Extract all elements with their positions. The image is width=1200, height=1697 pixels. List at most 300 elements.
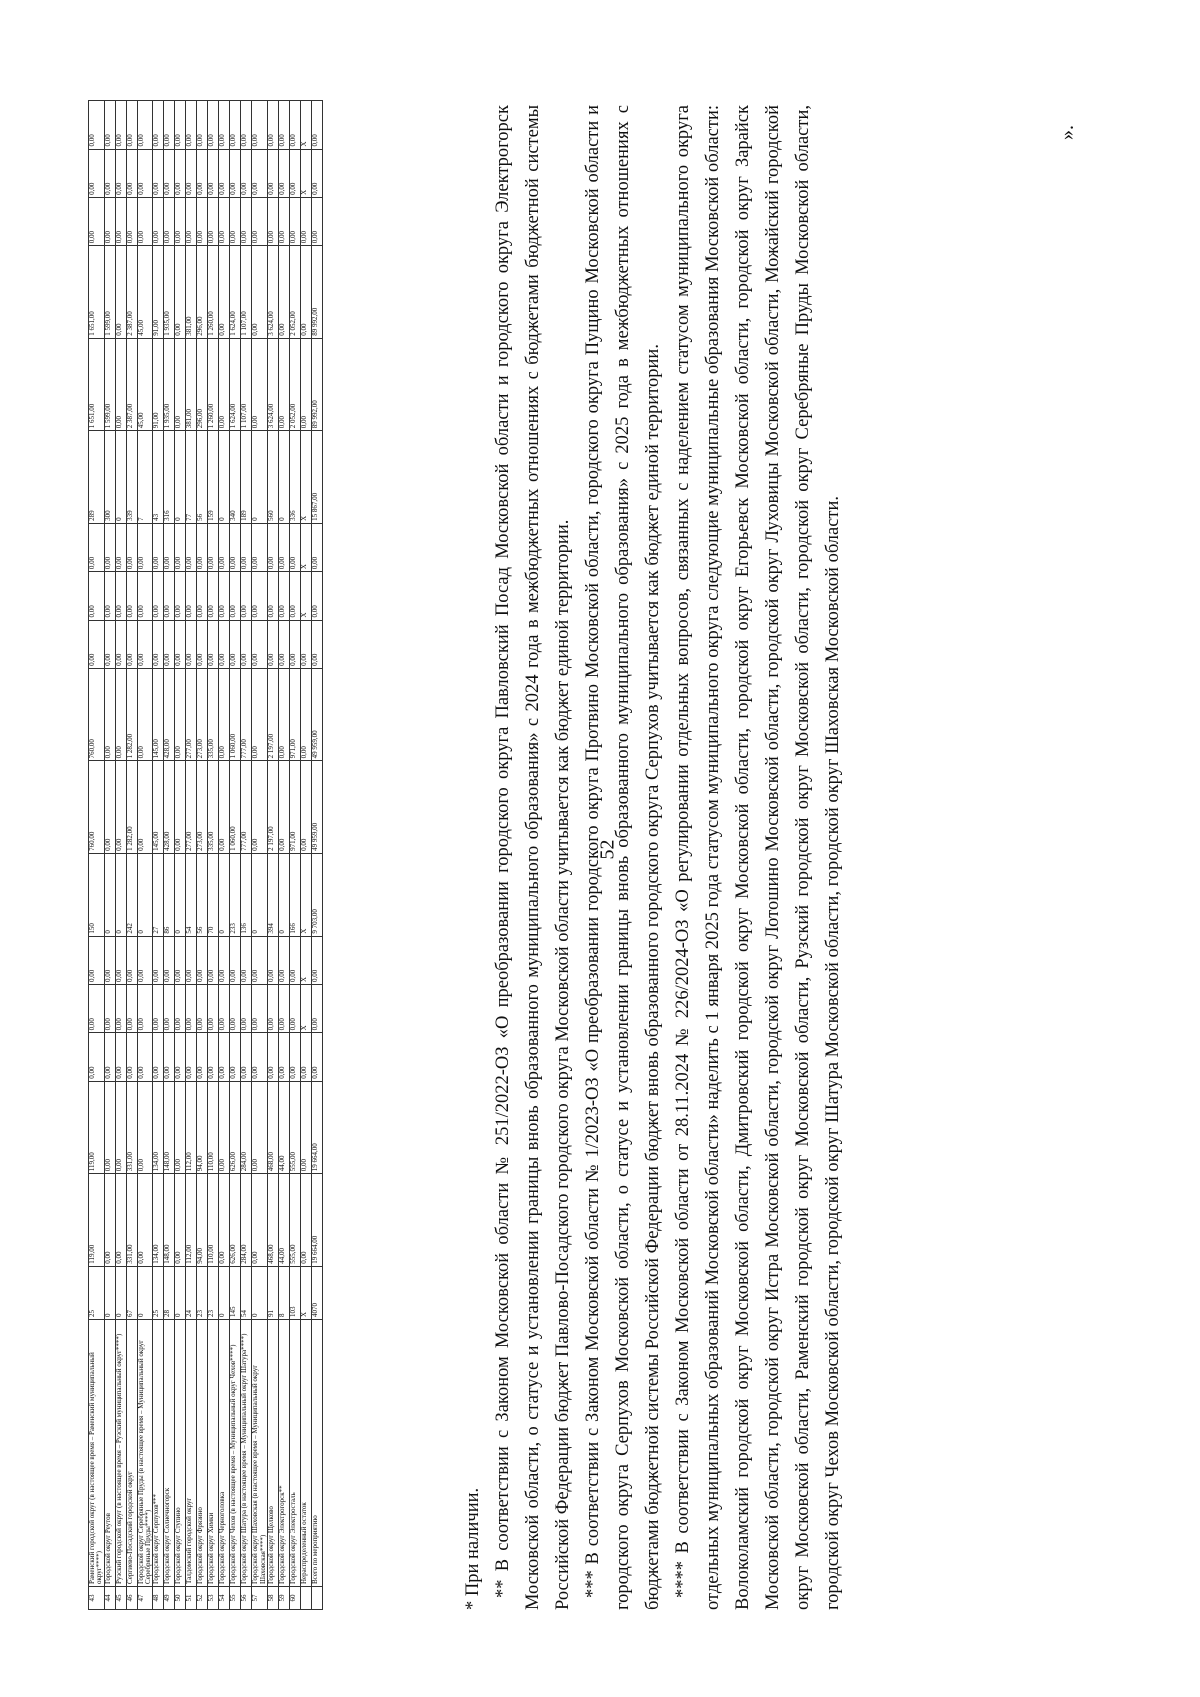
- table-cell: 3 624,00: [268, 246, 279, 339]
- table-cell: 0,00: [115, 984, 126, 1032]
- table-cell: 0,00: [175, 101, 186, 150]
- table-cell: 0,00: [312, 984, 323, 1032]
- table-cell: 0: [219, 853, 230, 936]
- table-cell: 2 052,00: [290, 338, 301, 431]
- table-cell: 0,00: [252, 523, 268, 571]
- table-cell: 0,00: [115, 668, 126, 761]
- table-cell: 0,00: [175, 668, 186, 761]
- table-cell: 0,00: [175, 761, 186, 854]
- table-cell: 0: [104, 1266, 115, 1319]
- row-number: 49: [164, 1587, 175, 1610]
- table-cell: 0,00: [301, 761, 312, 854]
- table-cell: 0,00: [301, 620, 312, 668]
- table-cell: 0,00: [219, 620, 230, 668]
- table-cell: 0,00: [290, 984, 301, 1032]
- table-cell: 0,00: [268, 620, 279, 668]
- table-cell: 0,00: [208, 984, 219, 1032]
- table-cell: 0,00: [219, 1081, 230, 1174]
- table-row: [268, 101, 279, 1610]
- table-cell: 0,00: [279, 936, 290, 984]
- table-cell: 91: [268, 1266, 279, 1319]
- table-cell: 1 935,00: [164, 338, 175, 431]
- table-cell: 335,00: [208, 668, 219, 761]
- table-cell: 0,00: [230, 197, 241, 245]
- table-cell: 0,00: [290, 572, 301, 620]
- municipality-name: Городской округ Серебряные Пруды (в настоящее время – Муниципальный округ Серебряные Пруды****): [137, 1320, 153, 1587]
- table-cell: X: [301, 1266, 312, 1319]
- table-cell: 0,00: [164, 1033, 175, 1081]
- table-row: [208, 101, 219, 1610]
- table-cell: 0,00: [115, 620, 126, 668]
- table-cell: 0: [115, 853, 126, 936]
- footnote-1: * При наличии.: [463, 1487, 483, 1610]
- table-cell: 0,00: [219, 338, 230, 431]
- table-cell: 284,00: [241, 1081, 252, 1174]
- table-cell: 0,00: [164, 572, 175, 620]
- table-cell: 0,00: [115, 936, 126, 984]
- table-cell: 0,00: [230, 523, 241, 571]
- table-row: [89, 101, 105, 1610]
- table-cell: X: [301, 572, 312, 620]
- table-cell: 0,00: [279, 668, 290, 761]
- table-cell: 0,00: [186, 620, 197, 668]
- row-number: [312, 1587, 323, 1610]
- table-cell: 0,00: [208, 197, 219, 245]
- table-row: [115, 101, 126, 1610]
- row-number: 54: [219, 1587, 230, 1610]
- table-cell: 89 992,00: [312, 338, 323, 431]
- table-cell: 760,00: [89, 761, 105, 854]
- table-cell: 1 107,00: [241, 246, 252, 339]
- table-cell: 0: [252, 1266, 268, 1319]
- table-cell: 0,00: [104, 1081, 115, 1174]
- table-cell: 91,00: [153, 246, 164, 339]
- table-cell: 335,00: [208, 761, 219, 854]
- table-cell: 0,00: [208, 620, 219, 668]
- table-cell: 0,00: [197, 523, 208, 571]
- table-cell: X: [301, 101, 312, 150]
- table-cell: 0,00: [115, 246, 126, 339]
- table-cell: 0: [137, 1266, 153, 1319]
- table-cell: 0,00: [104, 1033, 115, 1081]
- table-cell: 0,00: [290, 1033, 301, 1081]
- table-cell: 0,00: [279, 149, 290, 197]
- table-cell: 145,00: [153, 761, 164, 854]
- table-cell: 89 992,00: [312, 246, 323, 339]
- table-cell: 0,00: [104, 572, 115, 620]
- table-cell: 560: [268, 431, 279, 524]
- table-cell: 0,00: [137, 761, 153, 854]
- table-cell: 0,00: [219, 1174, 230, 1267]
- table-cell: 0,00: [137, 101, 153, 150]
- row-number: 43: [89, 1587, 105, 1610]
- table-cell: 3 624,00: [268, 338, 279, 431]
- row-number: 59: [279, 1587, 290, 1610]
- table-cell: 0,00: [89, 936, 105, 984]
- table-cell: 0,00: [115, 149, 126, 197]
- table-cell: 0,00: [175, 936, 186, 984]
- row-number: 50: [175, 1587, 186, 1610]
- table-cell: 0,00: [301, 1033, 312, 1081]
- table-cell: 2 197,00: [268, 668, 279, 761]
- table-cell: 0,00: [312, 572, 323, 620]
- table-cell: 0,00: [186, 1033, 197, 1081]
- table-cell: 0,00: [175, 338, 186, 431]
- table-cell: 0,00: [137, 1033, 153, 1081]
- budget-table: [88, 100, 323, 1610]
- row-number: 46: [126, 1587, 137, 1610]
- table-cell: 0,00: [104, 1174, 115, 1267]
- table-cell: 0,00: [312, 523, 323, 571]
- table-cell: 0,00: [279, 197, 290, 245]
- table-cell: X: [301, 149, 312, 197]
- municipality-name: Городской округ Солнечногорск: [164, 1320, 175, 1587]
- table-cell: 339: [126, 431, 137, 524]
- row-number: 56: [241, 1587, 252, 1610]
- table-cell: 233: [230, 853, 241, 936]
- table-row: [279, 101, 290, 1610]
- table-cell: 0,00: [241, 984, 252, 1032]
- table-cell: 0,00: [290, 620, 301, 668]
- table-cell: 0,00: [137, 668, 153, 761]
- table-cell: 1 651,00: [89, 338, 105, 431]
- table-cell: 0,00: [164, 197, 175, 245]
- table-cell: 49 959,00: [312, 668, 323, 761]
- table-cell: 1 107,00: [241, 338, 252, 431]
- table-cell: 0,00: [164, 523, 175, 571]
- table-cell: 0,00: [104, 149, 115, 197]
- table-cell: 0,00: [164, 984, 175, 1032]
- table-cell: 0,00: [301, 246, 312, 339]
- table-cell: 4070: [312, 1266, 323, 1319]
- table-cell: 273,00: [197, 668, 208, 761]
- table-cell: 0,00: [252, 101, 268, 150]
- table-cell: 0,00: [279, 338, 290, 431]
- table-cell: 1 624,00: [230, 246, 241, 339]
- municipality-name: Городской округ Шаховская (в настоящее время – Муниципальный округ Шаховская****): [252, 1320, 268, 1587]
- table-cell: 25: [89, 1266, 105, 1319]
- row-number: 51: [186, 1587, 197, 1610]
- table-cell: 284,00: [241, 1174, 252, 1267]
- table-cell: 0,00: [230, 572, 241, 620]
- table-cell: 148,00: [164, 1174, 175, 1267]
- table-cell: 0,00: [252, 668, 268, 761]
- table-cell: 0,00: [175, 620, 186, 668]
- table-cell: 777,00: [241, 668, 252, 761]
- table-cell: 0,00: [137, 1174, 153, 1267]
- table-cell: 0,00: [252, 338, 268, 431]
- table-cell: 0: [175, 1266, 186, 1319]
- table-cell: 0: [252, 853, 268, 936]
- row-number: [301, 1587, 312, 1610]
- table-row: [126, 101, 137, 1610]
- table-cell: 0,00: [89, 620, 105, 668]
- table-cell: 49 959,00: [312, 761, 323, 854]
- table-cell: 0,00: [175, 984, 186, 1032]
- table-cell: 0,00: [252, 1033, 268, 1081]
- table-cell: 0,00: [197, 572, 208, 620]
- table-cell: 0,00: [241, 149, 252, 197]
- table-cell: 24: [186, 1266, 197, 1319]
- row-number: 53: [208, 1587, 219, 1610]
- row-number: 47: [137, 1587, 153, 1610]
- table-cell: 0,00: [312, 197, 323, 245]
- table-cell: X: [301, 936, 312, 984]
- table-cell: 0,00: [153, 620, 164, 668]
- table-cell: 0,00: [153, 1033, 164, 1081]
- table-cell: 0,00: [252, 620, 268, 668]
- table-cell: 0,00: [175, 1081, 186, 1174]
- table-cell: 67: [126, 1266, 137, 1319]
- table-row: [104, 101, 115, 1610]
- table-cell: 8: [279, 1266, 290, 1319]
- table-cell: 0: [175, 431, 186, 524]
- table-cell: 0,00: [279, 761, 290, 854]
- table-row: [219, 101, 230, 1610]
- table-cell: 44,00: [279, 1081, 290, 1174]
- table-cell: 0,00: [219, 197, 230, 245]
- table-cell: 0,00: [104, 523, 115, 571]
- municipality-name: Городской округ Шатура (в настоящее время – Муниципальный округ Шатура****): [241, 1320, 252, 1587]
- footnotes: [458, 105, 848, 1610]
- table-cell: 242: [126, 853, 137, 936]
- table-cell: 0,00: [89, 1033, 105, 1081]
- table-cell: 428,00: [164, 761, 175, 854]
- table-cell: 0: [219, 1266, 230, 1319]
- table-cell: 0,00: [186, 523, 197, 571]
- table-cell: X: [301, 431, 312, 524]
- table-cell: 150: [89, 853, 105, 936]
- table-cell: 0,00: [208, 101, 219, 150]
- rotated-page-content: [88, 90, 1098, 1610]
- municipality-name: Сергиево-Посадский городской округ: [126, 1320, 137, 1587]
- table-cell: 145: [230, 1266, 241, 1319]
- table-cell: 340: [230, 431, 241, 524]
- table-cell: 0,00: [137, 149, 153, 197]
- row-number: 58: [268, 1587, 279, 1610]
- table-cell: 0,00: [115, 1174, 126, 1267]
- page-number: 52: [596, 839, 619, 860]
- table-cell: 0,00: [126, 1033, 137, 1081]
- table-cell: 0,00: [137, 620, 153, 668]
- municipality-name: Раменский городской округ (в настоящее время – Раменский муниципальный округ****): [89, 1320, 105, 1587]
- table-cell: 110,00: [208, 1081, 219, 1174]
- table-cell: 23: [208, 1266, 219, 1319]
- table-cell: 189: [241, 431, 252, 524]
- table-row: [175, 101, 186, 1610]
- table-cell: 0,00: [312, 149, 323, 197]
- table-cell: 2 387,00: [126, 338, 137, 431]
- municipality-name: Городской округ Реутов: [104, 1320, 115, 1587]
- table-row: [153, 101, 164, 1610]
- table-cell: 0,00: [175, 572, 186, 620]
- row-number: 44: [104, 1587, 115, 1610]
- table-cell: 0,00: [89, 984, 105, 1032]
- table-cell: 277,00: [186, 668, 197, 761]
- table-cell: 103: [290, 1266, 301, 1319]
- table-cell: 1 260,00: [208, 338, 219, 431]
- table-cell: 0,00: [219, 572, 230, 620]
- table-cell: 0,00: [252, 572, 268, 620]
- row-number: 45: [115, 1587, 126, 1610]
- table-cell: 0,00: [197, 101, 208, 150]
- table-cell: 277,00: [186, 761, 197, 854]
- table-cell: 0,00: [197, 1033, 208, 1081]
- table-cell: 0,00: [104, 197, 115, 245]
- table-cell: 0: [175, 853, 186, 936]
- table-cell: 300: [104, 431, 115, 524]
- table-cell: 54: [241, 1266, 252, 1319]
- table-cell: 1 935,00: [164, 246, 175, 339]
- table-cell: 15 867,00: [312, 431, 323, 524]
- table-cell: 0,00: [301, 1174, 312, 1267]
- table-cell: 0,00: [153, 984, 164, 1032]
- table-cell: 0,00: [290, 936, 301, 984]
- municipality-name: Городской округ Ступино: [175, 1320, 186, 1587]
- table-cell: 9 703,00: [312, 853, 323, 936]
- table-cell: 1 624,00: [230, 338, 241, 431]
- table-cell: 0,00: [290, 523, 301, 571]
- table-cell: 0,00: [197, 936, 208, 984]
- table-cell: 0,00: [153, 149, 164, 197]
- table-cell: 0,00: [104, 984, 115, 1032]
- table-cell: 45,00: [137, 246, 153, 339]
- table-cell: 0,00: [241, 1033, 252, 1081]
- table-cell: 0,00: [301, 1081, 312, 1174]
- table-row: [312, 101, 323, 1610]
- table-cell: 1 282,00: [126, 761, 137, 854]
- table-cell: 0,00: [268, 936, 279, 984]
- municipality-name: Городской округ Электросталь: [290, 1320, 301, 1587]
- table-cell: 112,00: [186, 1081, 197, 1174]
- table-cell: 0,00: [208, 1033, 219, 1081]
- table-cell: 0,00: [252, 149, 268, 197]
- table-cell: 0,00: [175, 149, 186, 197]
- table-cell: 27: [153, 853, 164, 936]
- table-cell: 0,00: [175, 523, 186, 571]
- table-cell: 0,00: [104, 620, 115, 668]
- table-cell: 468,00: [268, 1081, 279, 1174]
- table-cell: 148,00: [164, 1081, 175, 1174]
- table-cell: 0,00: [175, 246, 186, 339]
- table-cell: 0,00: [164, 101, 175, 150]
- table-cell: 0,00: [126, 101, 137, 150]
- budget-table-body: [89, 101, 323, 1610]
- table-cell: 0,00: [115, 1033, 126, 1081]
- table-cell: 0,00: [230, 149, 241, 197]
- table-cell: X: [301, 523, 312, 571]
- table-cell: 0,00: [115, 572, 126, 620]
- table-row: [137, 101, 153, 1610]
- table-row: [301, 101, 312, 1610]
- municipality-name: Всего по мероприятию: [312, 1320, 323, 1587]
- table-cell: 0,00: [279, 984, 290, 1032]
- table-cell: 0,00: [268, 1033, 279, 1081]
- table-cell: 0,00: [219, 149, 230, 197]
- table-cell: 0,00: [279, 1033, 290, 1081]
- table-cell: 0,00: [241, 572, 252, 620]
- table-cell: 0,00: [137, 523, 153, 571]
- table-row: [290, 101, 301, 1610]
- table-cell: 626,00: [230, 1081, 241, 1174]
- table-cell: X: [301, 853, 312, 936]
- table-cell: 0,00: [219, 761, 230, 854]
- table-cell: 56: [197, 853, 208, 936]
- table-cell: 0,00: [312, 936, 323, 984]
- table-cell: 0,00: [279, 572, 290, 620]
- table-cell: 0,00: [301, 338, 312, 431]
- table-cell: 0,00: [126, 984, 137, 1032]
- table-cell: 0,00: [268, 149, 279, 197]
- table-cell: 136: [241, 853, 252, 936]
- table-cell: 331,00: [126, 1081, 137, 1174]
- table-cell: 0,00: [301, 668, 312, 761]
- table-cell: 1 651,00: [89, 246, 105, 339]
- table-cell: 0,00: [164, 936, 175, 984]
- table-cell: 0,00: [153, 101, 164, 150]
- table-cell: 0,00: [279, 523, 290, 571]
- table-cell: 0,00: [197, 149, 208, 197]
- table-cell: 0,00: [219, 936, 230, 984]
- table-cell: 0,00: [115, 1081, 126, 1174]
- table-cell: 0,00: [268, 101, 279, 150]
- table-cell: 0,00: [104, 668, 115, 761]
- table-cell: 468,00: [268, 1174, 279, 1267]
- table-cell: 0,00: [104, 101, 115, 150]
- table-cell: 0,00: [197, 620, 208, 668]
- row-number: 48: [153, 1587, 164, 1610]
- table-cell: 134,00: [153, 1081, 164, 1174]
- table-cell: 0,00: [208, 936, 219, 984]
- table-cell: 626,00: [230, 1174, 241, 1267]
- table-cell: 0,00: [219, 1033, 230, 1081]
- table-cell: 0: [104, 853, 115, 936]
- table-cell: 0,00: [219, 101, 230, 150]
- table-cell: 336: [290, 431, 301, 524]
- table-cell: 0,00: [137, 984, 153, 1032]
- table-cell: 112,00: [186, 1174, 197, 1267]
- table-cell: 555,00: [290, 1081, 301, 1174]
- footnote-2: ** В соответствии с Законом Московской области № 251/2022-ОЗ «О преобразовании городского округа Павловский Посад Московской области и городского округа Электрогорск Московской области, о статусе и установлении границы вновь образованного муниципального образования» с 2024 года в межбюджетных отношениях с бюджетами бюджетной системы Российской Федерации бюджет Павлово-Посадского городского округа Московской области учитывается как бюджет единой территории.: [493, 105, 573, 1610]
- table-cell: 1 599,00: [104, 246, 115, 339]
- table-cell: 0,00: [104, 936, 115, 984]
- table-cell: 0,00: [153, 572, 164, 620]
- table-cell: 0,00: [290, 101, 301, 150]
- table-cell: 0,00: [219, 523, 230, 571]
- table-cell: 0,00: [268, 197, 279, 245]
- table-row: [252, 101, 268, 1610]
- table-cell: 0,00: [197, 197, 208, 245]
- municipality-name: Нераспределенный остаток: [301, 1320, 312, 1587]
- table-cell: 0,00: [241, 101, 252, 150]
- table-cell: 0,00: [186, 936, 197, 984]
- table-cell: 0,00: [126, 936, 137, 984]
- table-cell: 70: [208, 853, 219, 936]
- table-cell: 0,00: [89, 149, 105, 197]
- municipality-name: Городской округ Чехов (в настоящее время – Муниципальный округ Чехов****): [230, 1320, 241, 1587]
- table-cell: 0: [115, 431, 126, 524]
- municipality-name: Городской округ Химки: [208, 1320, 219, 1587]
- table-cell: 273,00: [197, 761, 208, 854]
- table-cell: 19 664,00: [312, 1174, 323, 1267]
- table-cell: 971,00: [290, 761, 301, 854]
- row-number: 57: [252, 1587, 268, 1610]
- table-cell: 0,00: [290, 149, 301, 197]
- table-row: [164, 101, 175, 1610]
- table-cell: 555,00: [290, 1174, 301, 1267]
- table-cell: 1 282,00: [126, 668, 137, 761]
- table-cell: 0,00: [89, 101, 105, 150]
